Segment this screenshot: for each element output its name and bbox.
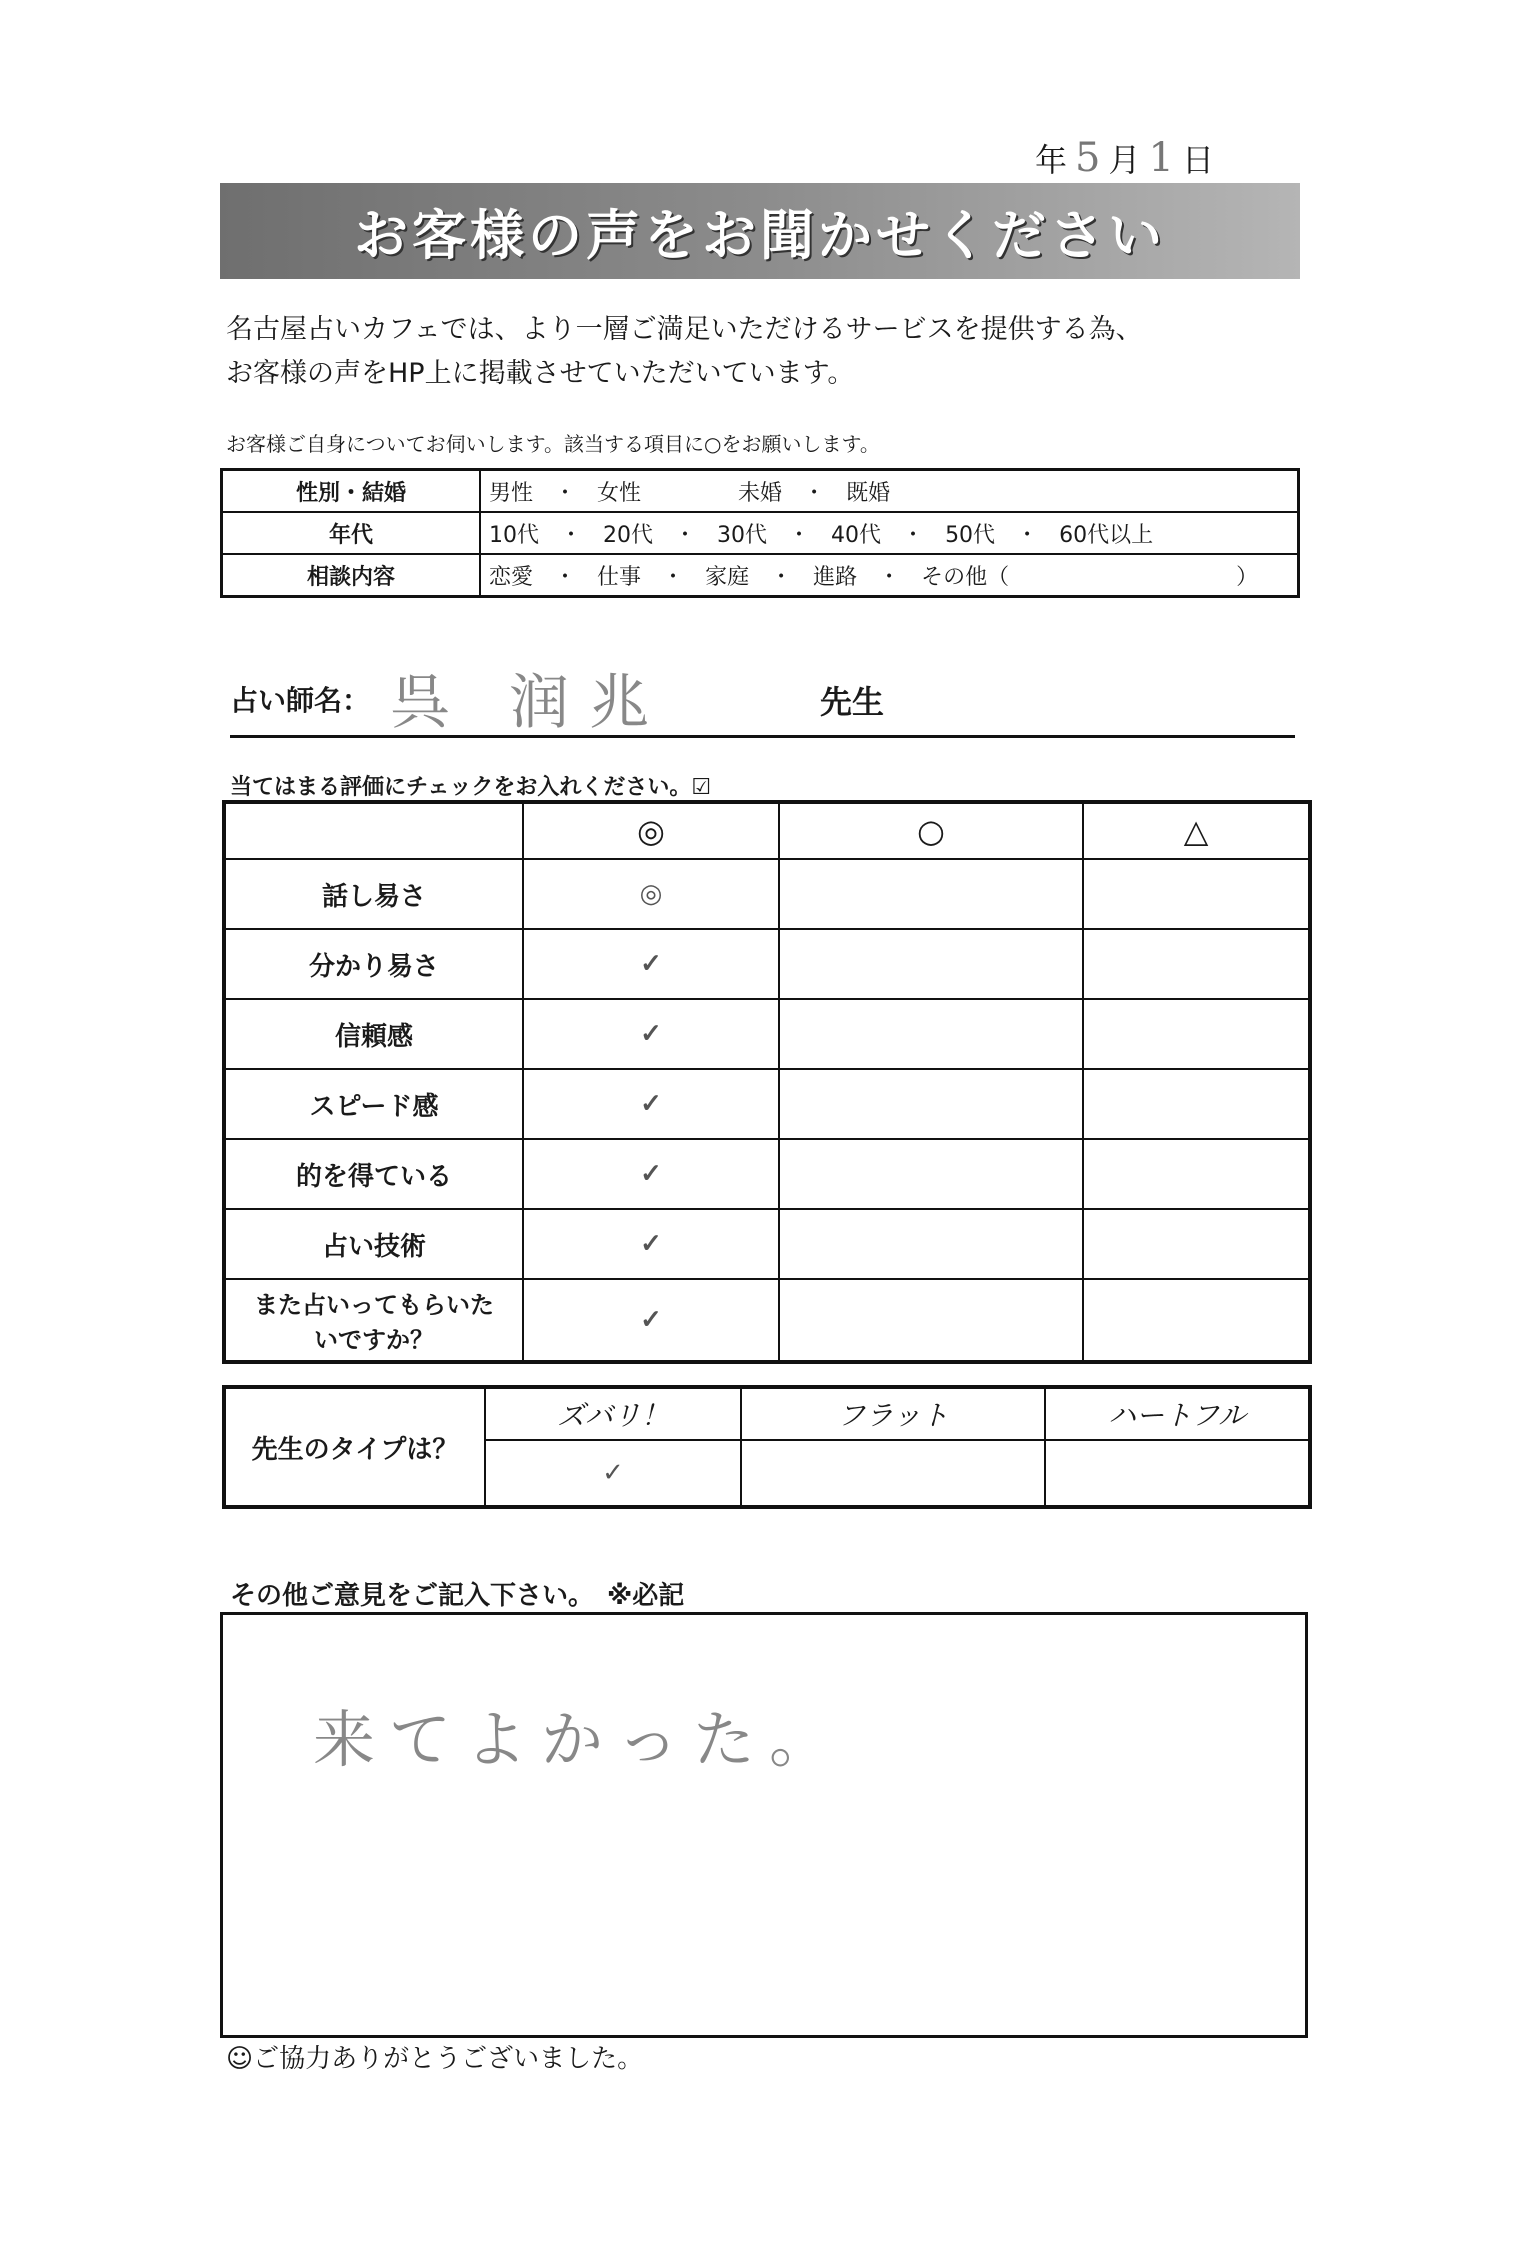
rating-mark: ✓ <box>523 1209 779 1279</box>
intro-line-2: お客様の声をHP上に掲載させていただいています。 <box>226 358 855 389</box>
rating-cell <box>779 1069 1083 1139</box>
profile-label: 性別・結婚 <box>222 470 481 513</box>
teacher-suffix: 先生 <box>820 683 885 721</box>
profile-row <box>222 512 1299 554</box>
separator: ・ <box>554 480 577 506</box>
option-20s: 20代 <box>603 522 654 548</box>
option-single: 未婚 <box>738 480 783 506</box>
rating-mark: ✓ <box>523 1069 779 1139</box>
type-mark: ✓ <box>485 1440 741 1507</box>
type-header-row <box>224 1387 1310 1440</box>
month-label: 月 <box>1108 141 1141 179</box>
separator: ・ <box>803 480 826 506</box>
rating-row <box>224 859 1310 929</box>
comment-box <box>220 1612 1308 2038</box>
rating-row <box>224 1279 1310 1362</box>
rating-header-excellent: ◎ <box>523 802 779 859</box>
rating-cell <box>779 1279 1083 1362</box>
rating-label: スピード感 <box>224 1069 523 1139</box>
thanks-message: ☺ご協力ありがとうございました。 <box>226 2044 644 2074</box>
option-10s: 10代 <box>489 522 539 548</box>
rating-label: 信頼感 <box>224 999 523 1069</box>
intro-text <box>226 308 1143 396</box>
rating-cell <box>779 1209 1083 1279</box>
rating-cell <box>779 1139 1083 1209</box>
type-cell <box>741 1440 1045 1507</box>
rating-mark: ◎ <box>523 859 779 929</box>
rating-cell <box>1083 1279 1310 1362</box>
option-family: 家庭 <box>705 564 750 590</box>
rating-row <box>224 1209 1310 1279</box>
day-label: 日 <box>1181 141 1214 179</box>
option-love: 恋愛 <box>489 564 534 590</box>
page-title: お客様の声をお聞かせください <box>354 203 1166 267</box>
rating-mark: ✓ <box>523 1279 779 1362</box>
rating-label: また占いってもらいたいですか？ <box>224 1279 523 1362</box>
comment-text: 来てよかった。 <box>313 1703 846 1776</box>
rating-mark: ✓ <box>523 929 779 999</box>
separator: ・ <box>554 564 577 590</box>
separator: ・ <box>674 522 697 548</box>
teacher-name-field <box>230 655 1295 738</box>
comment-heading: その他ご意見をご記入下さい。 ※必記 <box>230 1581 685 1611</box>
rating-header-fair: △ <box>1083 802 1310 859</box>
profile-options <box>480 554 1299 597</box>
separator: ・ <box>560 522 583 548</box>
profile-options <box>480 470 1299 513</box>
option-career: 進路 <box>813 564 858 590</box>
profile-label: 相談内容 <box>222 554 481 597</box>
separator: ・ <box>770 564 793 590</box>
rating-table <box>222 800 1312 1364</box>
rating-row <box>224 999 1310 1069</box>
rating-header-good: ○ <box>779 802 1083 859</box>
month-value: 5 <box>1075 135 1101 181</box>
type-option-direct: ズバリ！ <box>485 1387 741 1440</box>
rating-header-row <box>224 802 1310 859</box>
intro-line-1: 名古屋占いカフェでは、より一層ご満足いただけるサービスを提供する為、 <box>226 314 1143 345</box>
title-banner <box>220 183 1300 279</box>
rating-cell <box>1083 1139 1310 1209</box>
teacher-label: 占い師名： <box>230 684 371 717</box>
rating-cell <box>1083 859 1310 929</box>
separator: ・ <box>902 522 925 548</box>
rating-row <box>224 1069 1310 1139</box>
rating-cell <box>1083 929 1310 999</box>
rating-cell <box>779 859 1083 929</box>
rating-row <box>224 929 1310 999</box>
separator: ・ <box>788 522 811 548</box>
separator: ・ <box>662 564 685 590</box>
rating-label: 話し易さ <box>224 859 523 929</box>
option-married: 既婚 <box>846 480 891 506</box>
separator: ・ <box>1016 522 1039 548</box>
year-label: 年 <box>1035 141 1068 179</box>
rating-row <box>224 1139 1310 1209</box>
option-30s: 30代 <box>717 522 768 548</box>
option-40s: 40代 <box>831 522 882 548</box>
rating-cell <box>779 999 1083 1069</box>
option-male: 男性 <box>489 480 534 506</box>
rating-mark: ✓ <box>523 999 779 1069</box>
profile-note: お客様ご自身についてお伺いします。該当する項目に○をお願いします。 <box>226 432 880 456</box>
profile-options <box>480 512 1299 554</box>
type-option-flat: フラット <box>741 1387 1045 1440</box>
rating-label: 分かり易さ <box>224 929 523 999</box>
option-female: 女性 <box>597 480 642 506</box>
option-work: 仕事 <box>597 564 642 590</box>
type-option-heartful: ハートフル <box>1045 1387 1310 1440</box>
type-cell <box>1045 1440 1310 1507</box>
profile-row <box>222 470 1299 513</box>
teacher-name: 呉 润兆 <box>390 668 670 738</box>
rating-mark: ✓ <box>523 1139 779 1209</box>
type-table <box>222 1385 1312 1509</box>
rating-corner <box>224 802 523 859</box>
profile-row <box>222 554 1299 597</box>
option-other: その他（ <box>921 564 1010 590</box>
rating-cell <box>779 929 1083 999</box>
profile-table <box>220 468 1300 598</box>
day-value: 1 <box>1148 135 1174 181</box>
profile-label: 年代 <box>222 512 481 554</box>
option-60s-plus: 60代以上 <box>1059 522 1154 548</box>
type-label: 先生のタイプは？ <box>224 1387 485 1507</box>
rating-cell <box>1083 1069 1310 1139</box>
separator: ・ <box>878 564 901 590</box>
option-other-close: ） <box>1236 564 1259 590</box>
option-50s: 50代 <box>945 522 996 548</box>
rating-cell <box>1083 1209 1310 1279</box>
rating-label: 的を得ている <box>224 1139 523 1209</box>
rating-cell <box>1083 999 1310 1069</box>
rating-note: 当てはまる評価にチェックをお入れください。☑ <box>230 775 712 800</box>
date-field <box>1035 135 1214 181</box>
rating-label: 占い技術 <box>224 1209 523 1279</box>
